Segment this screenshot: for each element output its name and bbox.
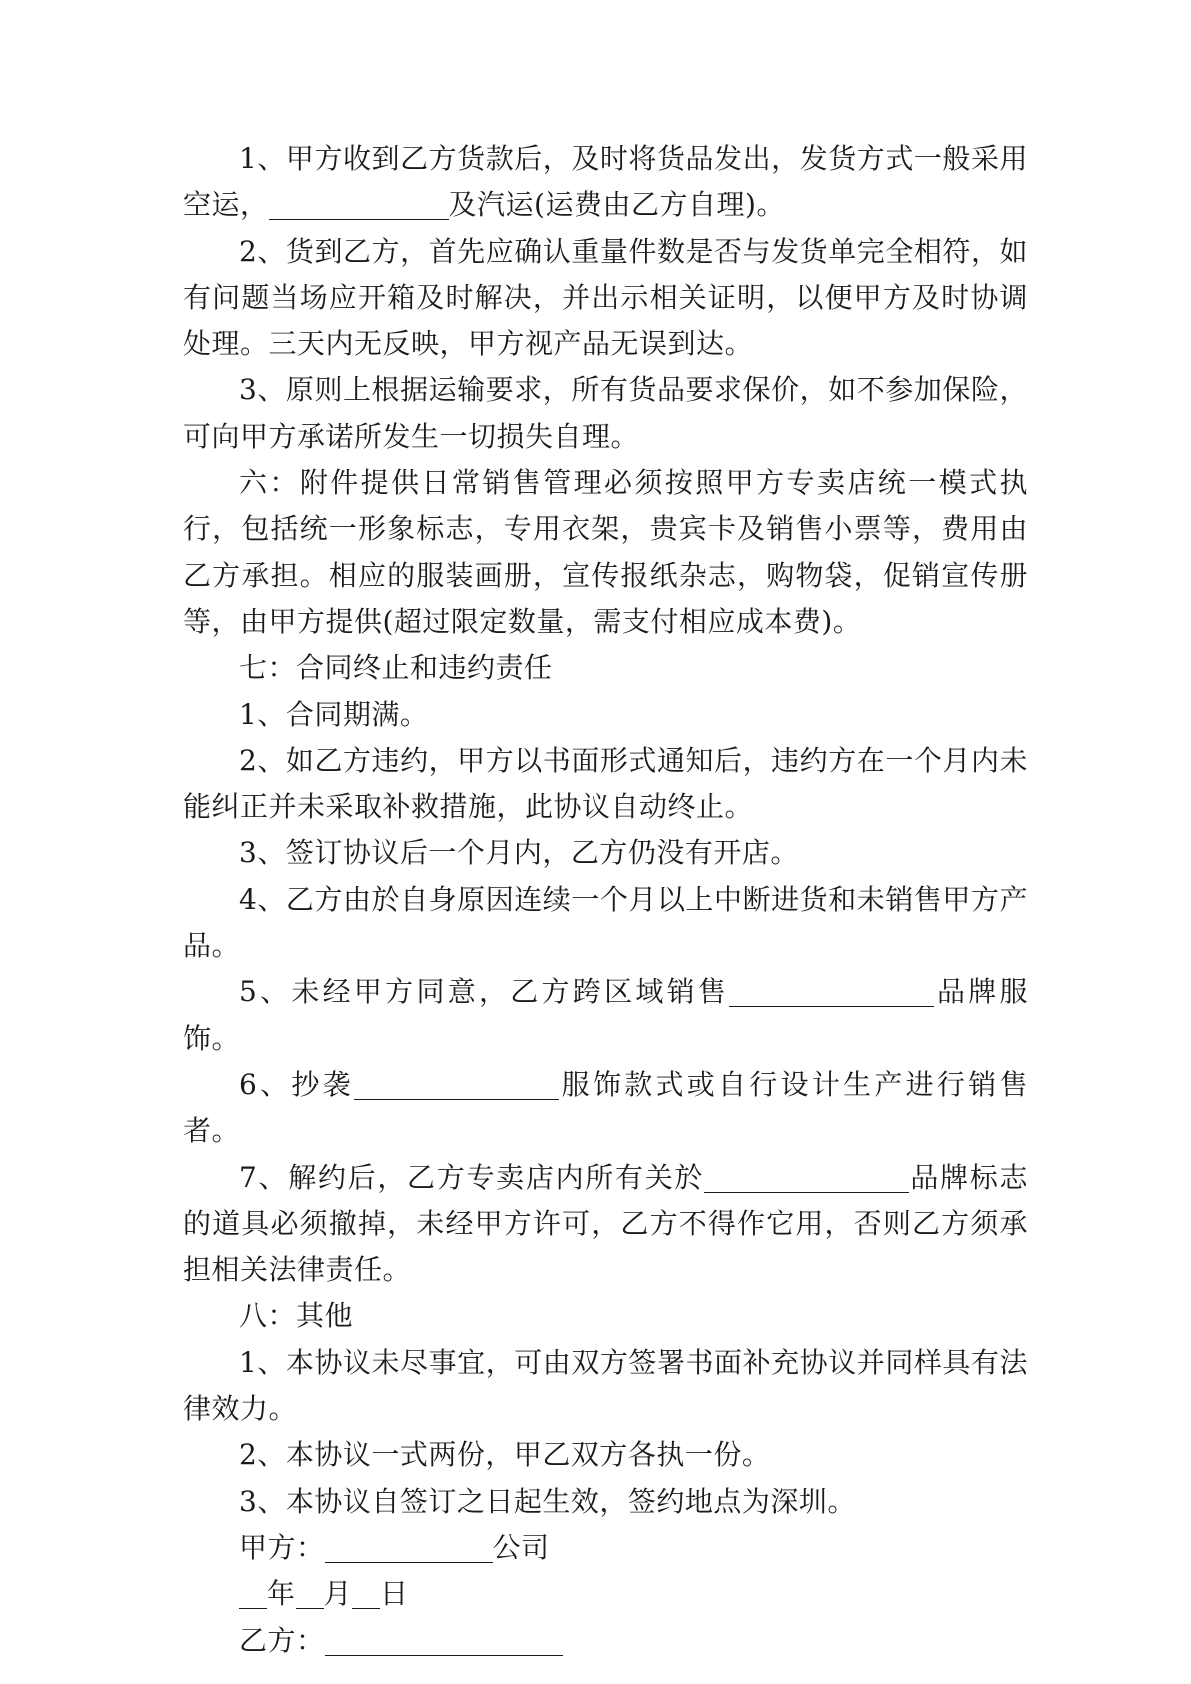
clause-8-3: 3、本协议自签订之日起生效，签约地点为深圳。	[239, 1484, 856, 1518]
clause-7-1: 1、合同期满。	[239, 697, 429, 731]
party-a-suffix: 公司	[492, 1530, 550, 1564]
shipping-method-blank	[269, 189, 449, 220]
clause-7-2: 2、如乙方违约，甲方以书面形式通知后，违约方在一个月内未能纠正并未采取补救措施，此协议自动终止。	[183, 743, 1028, 824]
clause-5-1-text-a: 1、甲方收到乙方货款后，及时将货品发出，发货方式一般采用空运，	[183, 142, 1028, 222]
clause-7-5-text-b: 品牌服饰。	[183, 975, 1028, 1055]
month-blank	[296, 1578, 324, 1609]
clause-8-1: 1、本协议未尽事宜，可由双方签署书面补充协议并同样具有法律效力。	[183, 1345, 1028, 1426]
clause-7-3: 3、签订协议后一个月内，乙方仍没有开店。	[239, 836, 799, 870]
date-month-label: 月	[323, 1577, 353, 1611]
party-b-label: 乙方：	[239, 1623, 325, 1657]
contract-page	[183, 136, 1028, 1664]
clause-8-2: 2、本协议一式两份，甲乙双方各执一份。	[239, 1438, 771, 1472]
clause-7-5	[183, 969, 1028, 1062]
party-a-company-blank	[325, 1532, 493, 1563]
clause-5-2: 2、货到乙方，首先应确认重量件数是否与发货单完全相符，如有问题当场应开箱及时解决，并出示相关证明，以便甲方及时协调处理。三天内无反映，甲方视产品无误到达。	[183, 234, 1028, 361]
section-7-heading: 七：合同终止和违约责任	[239, 651, 553, 685]
brand-blank-2	[354, 1069, 559, 1100]
clause-7-5-text-a: 5、未经甲方同意，乙方跨区域销售	[239, 975, 730, 1009]
clause-7-6	[183, 1062, 1028, 1155]
date-year-label: 年	[267, 1577, 296, 1611]
party-a-label: 甲方：	[239, 1530, 325, 1564]
date-line	[183, 1571, 1028, 1617]
party-a-line	[183, 1525, 1028, 1571]
brand-blank-1	[729, 976, 934, 1007]
clause-6: 六：附件提供日常销售管理必须按照甲方专卖店统一模式执行，包括统一形象标志，专用衣架，贵宾卡及销售小票等，费用由乙方承担。相应的服装画册，宣传报纸杂志，购物袋，促销宣传册等，由甲方提供(超过限定数量，需支付相应成本费)。	[183, 466, 1028, 638]
brand-blank-3	[704, 1162, 909, 1193]
clause-7-6-text-b: 服饰款式或自行设计生产进行销售者。	[183, 1067, 1028, 1148]
clause-7-7-text-a: 7、解约后，乙方专卖店内所有关於	[239, 1160, 705, 1194]
year-blank	[239, 1578, 267, 1609]
party-b-line	[183, 1618, 1028, 1664]
day-blank	[352, 1578, 380, 1609]
clause-7-7	[183, 1155, 1028, 1294]
section-8-heading: 八：其他	[239, 1299, 354, 1333]
party-b-blank	[325, 1625, 563, 1656]
clause-5-3: 3、原则上根据运输要求，所有货品要求保价，如不参加保险，可向甲方承诺所发生一切损失自理。	[183, 373, 1028, 453]
clause-5-1-text-b: 及汽运(运费由乙方自理)。	[448, 188, 785, 222]
clause-7-4: 4、乙方由於自身原因连续一个月以上中断进货和未销售甲方产品。	[183, 882, 1028, 963]
clause-7-6-text-a: 6、抄袭	[239, 1067, 354, 1101]
clause-7-7-text-b: 品牌标志的道具必须撤掉，未经甲方许可，乙方不得作它用，否则乙方须承担相关法律责任。	[183, 1160, 1028, 1287]
date-day-label: 日	[380, 1577, 409, 1611]
clause-5-1	[183, 136, 1028, 229]
